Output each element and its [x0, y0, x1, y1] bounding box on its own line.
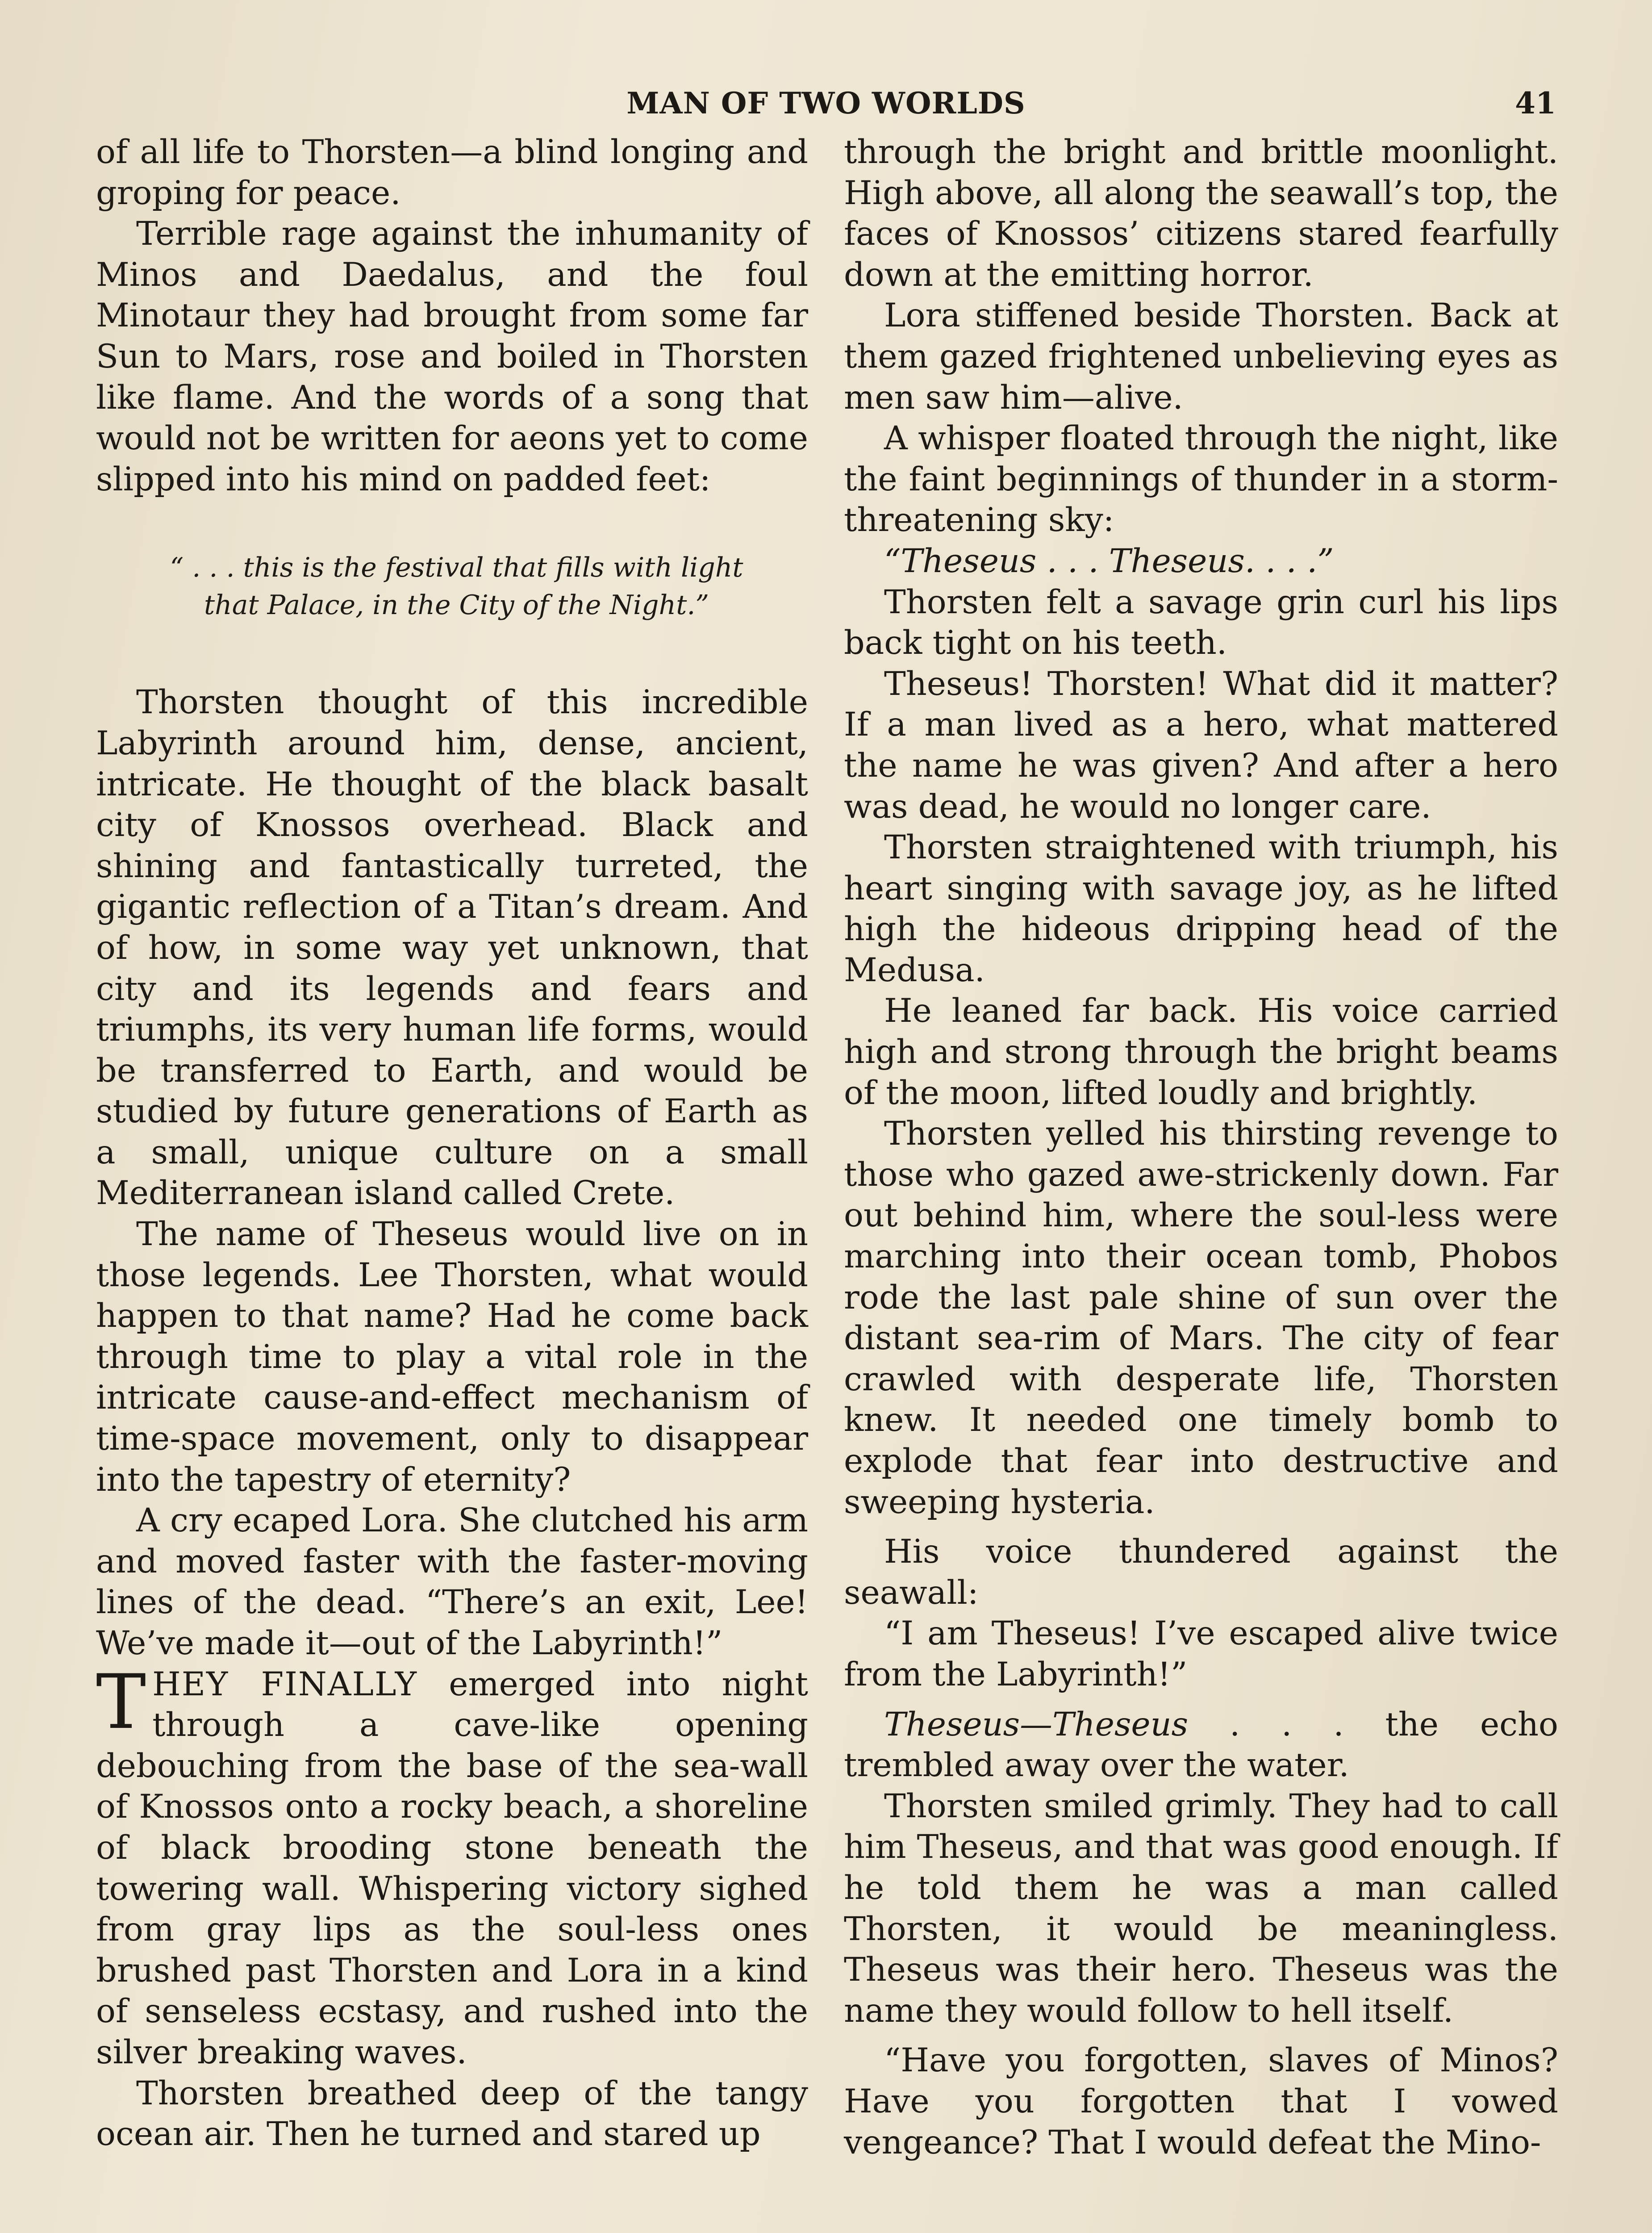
poem-quote — [96, 549, 808, 624]
left-paragraph-6-section-start — [96, 1658, 808, 2073]
right-paragraph-12-text: . . . the echo trembled away over the water. — [844, 1705, 1558, 1785]
right-paragraph-5: Thorsten felt a savage grin curl his lips back tight on his teeth. — [844, 583, 1558, 662]
right-paragraph-4-echo: “Theseus . . . Theseus. . . .” — [884, 542, 1334, 580]
left-paragraph-1: of all life to Thorsten—a blind longing and groping for peace. — [96, 133, 808, 212]
echo-italic-text: Theseus—Theseus — [884, 1705, 1189, 1744]
running-header-title: MAN OF TWO WORLDS — [626, 86, 1026, 121]
right-paragraph-8: He leaned far back. His voice carried high and strong through the bright beams of the moon, lifted loudly and brightly. — [844, 992, 1558, 1112]
drop-cap: T — [96, 1658, 146, 1746]
left-paragraph-4: The name of Theseus would live on in those legends. Lee Thorsten, what would happen to that name? Had he come back through time to play a vital role in the intricate cause-and-effect mechanism of time-space movement, only to disappear into the tapestry of eternity? — [96, 1215, 808, 1499]
right-column — [844, 132, 1558, 2163]
left-paragraph-7: Thorsten breathed deep of the tangy ocean air. Then he turned and stared up — [96, 2074, 808, 2154]
right-paragraph-9: Thorsten yelled his thirsting revenge to those who gazed awe-strickenly down. Far out behind him, where the soul-less were marching into their ocean tomb, Phobos rode the last pale shine of sun over the distant sea-rim of Mars. The city of fear crawled with desperate life, Thorsten knew. It needed one timely bomb to explode that fear into destructive and sweeping hysteria. — [844, 1115, 1558, 1521]
right-paragraph-11: “I am Theseus! I’ve escaped alive twice from the Labyrinth!” — [844, 1614, 1558, 1694]
right-paragraph-13: Thorsten smiled grimly. They had to call him Theseus, and that was good enough. If he told them he was a man called Thorsten, it would be meaningless. Theseus was their hero. Theseus was the name they would follow to hell itself. — [844, 1787, 1558, 2030]
left-paragraph-2: Terrible rage against the inhumanity of Minos and Daedalus, and the foul Minotaur they had brought from some far Sun to Mars, rose and boiled in Thorsten like flame. And the words of a song that would not be written for aeons yet to come slipped into his mind on padded feet: — [96, 215, 808, 498]
page-number: 41 — [1515, 86, 1556, 121]
section-lead-words: HEY FINALLY — [152, 1665, 417, 1703]
left-column — [96, 132, 808, 2155]
left-paragraph-5: A cry ecaped Lora. She clutched his arm and moved faster with the faster-moving lines of the dead. “There’s an exit, Lee! We’ve made it—out of the Labyrinth!” — [96, 1501, 808, 1662]
right-paragraph-12 — [844, 1704, 1558, 1786]
right-paragraph-3: A whisper floated through the night, like the faint beginnings of thunder in a storm-threatening sky: — [844, 419, 1558, 539]
right-paragraph-2: Lora stiffened beside Thorsten. Back at them gazed frightened unbelieving eyes as men saw him—alive. — [844, 297, 1558, 417]
right-paragraph-10: His voice thundered against the seawall: — [844, 1533, 1558, 1612]
right-paragraph-1: through the bright and brittle moonlight. High above, all along the seawall’s top, the faces of Knossos’ citizens stared fearfully down at the emitting horror. — [844, 133, 1558, 294]
right-paragraph-6: Theseus! Thorsten! What did it matter? If a man lived as a hero, what mattered the name he was given? And after a hero was dead, he would no longer care. — [844, 665, 1558, 826]
left-paragraph-3: Thorsten thought of this incredible Labyrinth around him, dense, ancient, intricate. He thought of the black basalt city of Knossos overhead. Black and shining and fantastically turreted, the gigantic reflection of a Titan’s dream. And of how, in some way yet unknown, that city and its legends and fears and triumphs, its very human life forms, would be transferred to Earth, and would be studied by future generations of Earth as a small, unique culture on a small Mediterranean island called Crete. — [96, 683, 808, 1213]
poem-quote-line-1: “ . . . this is the festival that fills with light — [170, 552, 743, 584]
right-paragraph-7: Thorsten straightened with triumph, his heart singing with savage joy, as he lifted high the hideous dripping head of the Medusa. — [844, 828, 1558, 989]
right-paragraph-14: “Have you forgotten, slaves of Minos? Have you forgotten that I vowed vengeance? That I would defeat the Mino- — [844, 2041, 1558, 2162]
left-paragraph-6-text: emerged into night through a cave-like opening debouching from the base of the sea-wall of Knossos onto a rocky beach, a shoreline of black brooding stone beneath the towering wall. Whispering victory sighed from gray lips as the soul-less ones brushed past Thorsten and Lora in a kind of senseless ecstasy, and rushed into the silver breaking waves. — [96, 1665, 808, 2071]
poem-quote-line-2: that Palace, in the City of the Night.” — [204, 590, 709, 621]
